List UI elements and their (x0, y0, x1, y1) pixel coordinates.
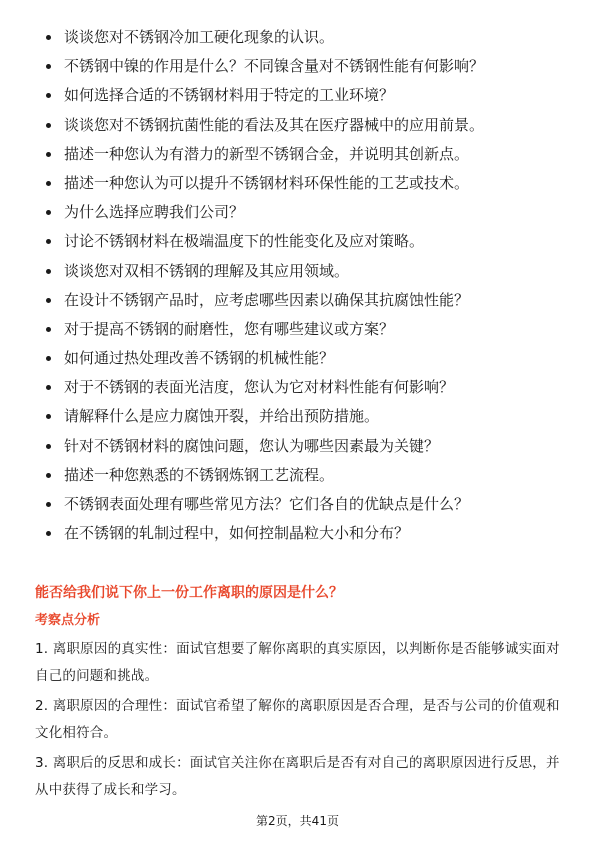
bullet-item (42, 202, 562, 231)
bullet-item (42, 231, 562, 260)
bullet-item (42, 494, 562, 523)
analysis-item: 1. 离职原因的真实性：面试官想要了解你离职的真实原因，以判断你是否能够诚实面对自己的问题和挑战。 (35, 641, 560, 684)
bullet-dot-icon (46, 298, 51, 303)
bullet-item (42, 290, 562, 319)
bullet-dot-icon (46, 35, 51, 40)
bullet-text: 描述一种您认为可以提升不锈钢材料环保性能的工艺或技术。 (64, 173, 470, 192)
question-bullet-list (42, 27, 562, 552)
bullet-dot-icon (46, 239, 51, 244)
bullet-text: 描述一种您熟悉的不锈钢炼钢工艺流程。 (64, 465, 335, 484)
bullet-text: 请解释什么是应力腐蚀开裂，并给出预防措施。 (64, 407, 380, 426)
bullet-text: 不锈钢表面处理有哪些常见方法？它们各自的优缺点是什么？ (64, 495, 470, 513)
analysis-list (35, 636, 562, 807)
bullet-text: 谈谈您对不锈钢抗菌性能的看法及其在医疗器械中的应用前景。 (64, 115, 485, 134)
page-footer: 第2页，共41页 (256, 814, 339, 828)
bullet-item (42, 436, 562, 465)
bullet-dot-icon (46, 356, 51, 361)
bullet-item (42, 173, 562, 202)
bullet-dot-icon (46, 152, 51, 157)
bullet-dot-icon (46, 414, 51, 419)
bullet-text: 针对不锈钢材料的腐蚀问题，您认为哪些因素最为关键？ (64, 436, 440, 455)
bullet-text: 对于提高不锈钢的耐磨性，您有哪些建议或方案？ (64, 319, 395, 338)
question-heading: 能否给我们说下你上一份工作离职的原因是什么？ (35, 585, 343, 601)
bullet-text: 在不锈钢的轧制过程中，如何控制晶粒大小和分布？ (64, 524, 410, 543)
bullet-dot-icon (46, 269, 51, 274)
bullet-text: 如何选择合适的不锈钢材料用于特定的工业环境？ (64, 86, 395, 105)
bullet-text: 在设计不锈钢产品时，应考虑哪些因素以确保其抗腐蚀性能？ (64, 290, 470, 309)
bullet-item (42, 144, 562, 173)
bullet-item (42, 261, 562, 290)
bullet-dot-icon (46, 502, 51, 507)
bullet-text: 对于不锈钢的表面光洁度，您认为它对材料性能有何影响？ (64, 378, 455, 397)
bullet-dot-icon (46, 531, 51, 536)
bullet-text: 不锈钢中镍的作用是什么？不同镍含量对不锈钢性能有何影响？ (64, 57, 485, 76)
bullet-item (42, 85, 562, 114)
bullet-item (42, 348, 562, 377)
bullet-dot-icon (46, 123, 51, 128)
bullet-dot-icon (46, 385, 51, 390)
bullet-text: 如何通过热处理改善不锈钢的机械性能？ (64, 349, 335, 368)
bullet-item (42, 115, 562, 144)
bullet-item (42, 319, 562, 348)
analysis-heading: 考察点分析 (35, 613, 101, 628)
analysis-item: 2. 离职原因的合理性：面试官希望了解你的离职原因是否合理，是否与公司的价值观和文化相符合。 (35, 698, 560, 741)
bullet-dot-icon (46, 93, 51, 98)
bullet-text: 谈谈您对双相不锈钢的理解及其应用领域。 (64, 261, 350, 280)
bullet-dot-icon (46, 473, 51, 478)
bullet-text: 为什么选择应聘我们公司？ (64, 203, 245, 222)
bullet-dot-icon (46, 64, 51, 69)
analysis-item: 3. 离职后的反思和成长：面试官关注你在离职后是否有对自己的离职原因进行反思，并从中获得了成长和学习。 (35, 755, 560, 798)
bullet-item (42, 56, 562, 85)
bullet-text: 描述一种您认为有潜力的新型不锈钢合金，并说明其创新点。 (64, 144, 470, 163)
bullet-dot-icon (46, 181, 51, 186)
bullet-text: 讨论不锈钢材料在极端温度下的性能变化及应对策略。 (64, 232, 425, 251)
bullet-item (42, 523, 562, 552)
bullet-item (42, 465, 562, 494)
bullet-item (42, 406, 562, 435)
bullet-text: 谈谈您对不锈钢冷加工硬化现象的认识。 (64, 28, 335, 46)
bullet-dot-icon (46, 210, 51, 215)
bullet-dot-icon (46, 327, 51, 332)
bullet-item (42, 377, 562, 406)
bullet-item (42, 27, 562, 56)
bullet-dot-icon (46, 444, 51, 449)
